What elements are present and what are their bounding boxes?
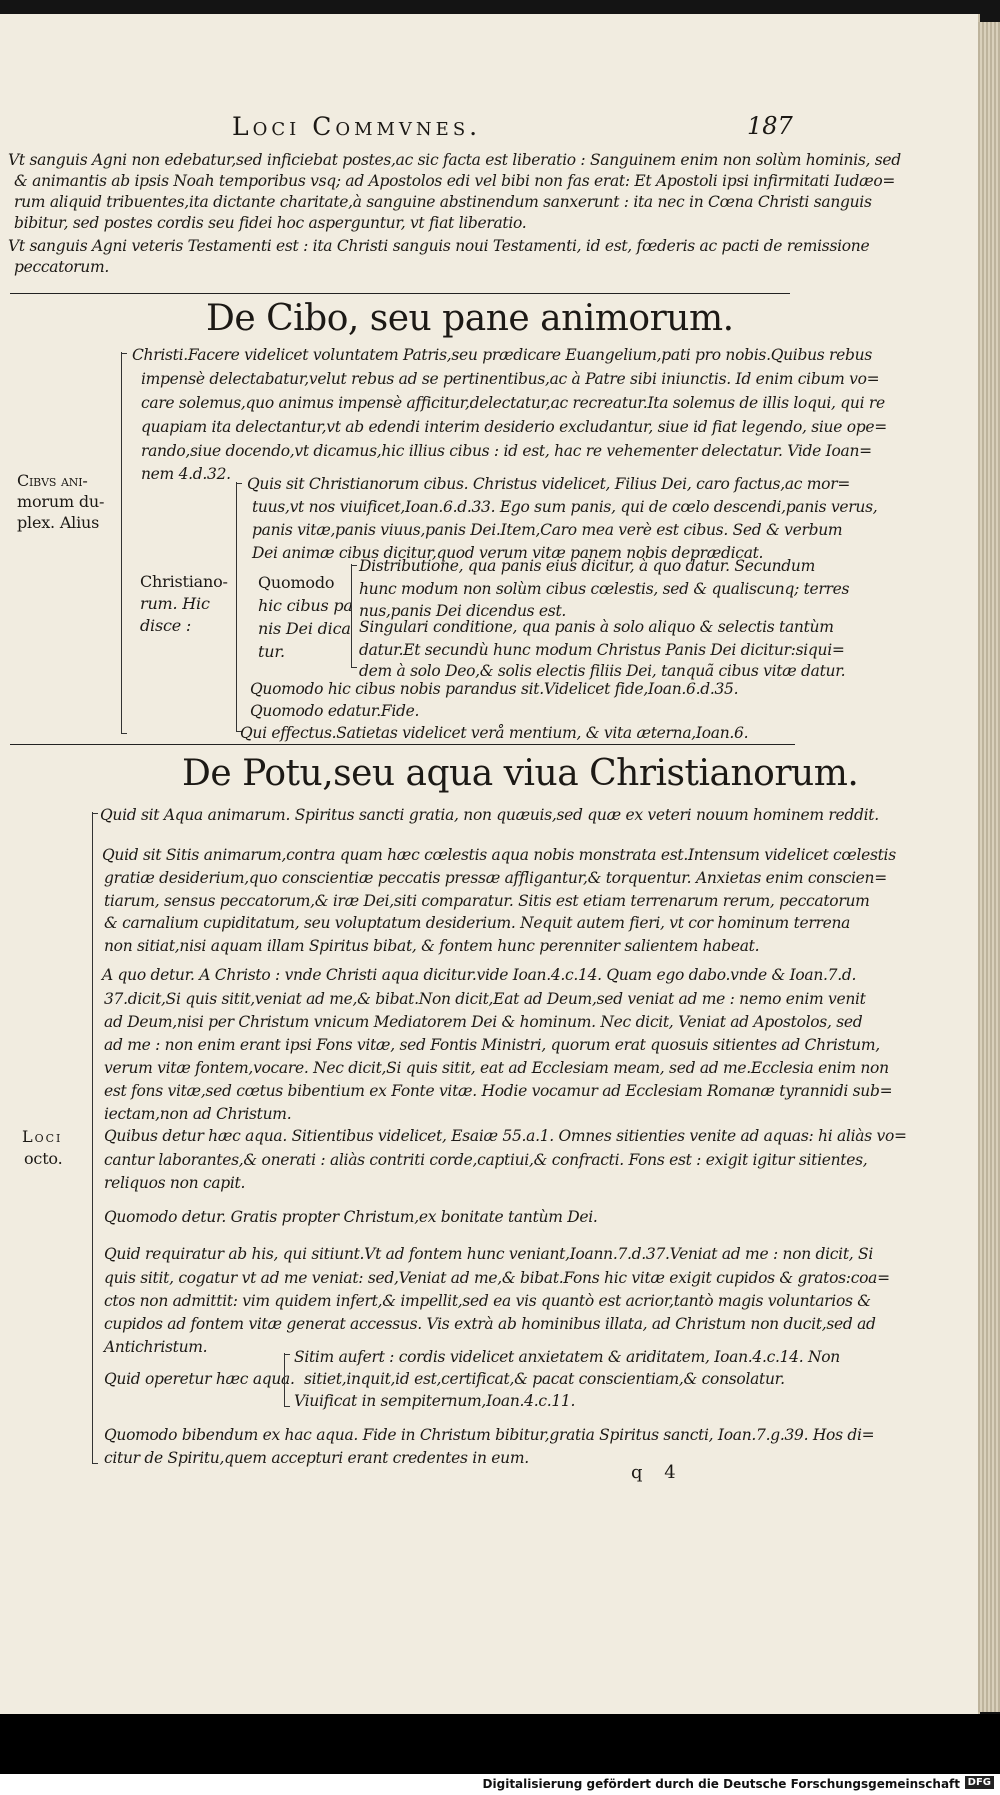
page-edges (978, 22, 1000, 1712)
text-line: datur.Et secundù hunc modum Christus Panis Dei dicitur:siqui= (359, 641, 845, 659)
credit-text: Digitalisierung gefördert durch die Deutsche Forschungsgemeinschaft (482, 1777, 960, 1791)
margin-label: disce : (140, 616, 192, 635)
text-line: ad me : non enim erant ipsi Fons vitæ, sed Fontis Ministri, quorum erat quosuis sitientes ad Christum, (104, 1036, 880, 1054)
text-line: tiarum, sensus peccatorum,& iræ Dei,siti comparatur. Sitis est etiam terrenarum rerum, peccatorum (104, 892, 870, 910)
text-line: cupidos ad fontem vitæ generat accessus. Vis extrà ab hominibus illata, ad Christum non ducit,sed ad (104, 1315, 876, 1333)
dfg-logo: DFG (965, 1776, 994, 1789)
running-head: Loci Commvnes. (232, 112, 482, 141)
text-line: panis vitæ,panis viuus,panis Dei.Item,Caro mea verè est cibus. Sed & verbum (252, 521, 843, 539)
margin-label: Loci (22, 1127, 63, 1146)
text-line: Quibus detur hæc aqua. Sitientibus videlicet, Esaiæ 55.a.1. Omnes sitienties venite ad aquas: hi aliàs vo= (104, 1127, 907, 1145)
margin-label: Cibvs ani- (17, 471, 88, 490)
text-line: Christi.Facere videlicet voluntatem Patris,seu prædicare Euangelium,pati pro nobis.Quibus rebus (132, 346, 872, 364)
brace (92, 813, 98, 814)
text-line: Singulari conditione, qua panis à solo aliquo & selectis tantùm (359, 618, 834, 636)
text-line: verum vitæ fontem,vocare. Nec dicit,Si quis sitit, eat ad Ecclesiam meam, sed ad me.Ecclesia enim non (104, 1059, 889, 1077)
page-number: 187 (747, 112, 793, 140)
text-line: rando,siue docendo,vt dicamus,hic illius cibus : id est, hac re vehementer delectatur. Vide Ioan= (141, 442, 872, 460)
text-line: reliquos non capit. (104, 1174, 246, 1192)
text-line: iectam,non ad Christum. (104, 1105, 292, 1123)
text-line: nus,panis Dei dicendus est. (359, 602, 567, 620)
text-line: non sitiat,nisi aquam illam Spiritus bibat, & fontem hunc perenniter salientem habeat. (104, 937, 760, 955)
text-line: cantur laborantes,& onerati : aliàs contriti corde,captiui,& confracti. Fons est : exigit igitur sitientes, (104, 1151, 868, 1169)
brace (121, 352, 122, 734)
text-line: Quid sit Sitis animarum,contra quam hæc cœlestis aqua nobis monstrata est.Intensum videlicet cœlestis (102, 846, 896, 864)
brace (351, 667, 357, 668)
margin-label: nis Dei dica (258, 619, 351, 638)
text-line: 37.dicit,Si quis sitit,veniat ad me,& bibat.Non dicit,Eat ad Deum,sed veniat ad me : nemo enim venit (104, 990, 866, 1008)
brace (351, 564, 352, 668)
text-line: peccatorum. (14, 258, 109, 276)
text-line: dem à solo Deo,& solis electis filiis Dei, tanquã cibus vitæ datur. (359, 662, 846, 680)
text-line: gratiæ desiderium,quo conscientiæ peccatis pressæ affligantur,& torquentur. Anxietas enim conscien= (104, 869, 887, 887)
margin-label: Quomodo (258, 573, 335, 592)
text-line: Quomodo bibendum ex hac aqua. Fide in Christum bibitur,gratia Spiritus sancti, Ioan.7.g.39. Hos di= (104, 1426, 875, 1444)
text-line: Quis sit Christianorum cibus. Christus videlicet, Filius Dei, caro factus,ac mor= (247, 475, 851, 493)
brace (92, 1463, 98, 1464)
brace (236, 482, 237, 732)
text-line: care solemus,quo animus impensè afficitur,delectatur,ac recreatur.Ita solemus de illis loqui, qui re (141, 394, 885, 412)
brace (284, 1353, 285, 1407)
margin-label: tur. (258, 642, 285, 661)
text-line: Qui effectus.Satietas videlicet verå mentium, & vita æterna,Ioan.6. (240, 724, 749, 742)
text-line: & carnalium cupiditatum, seu voluptatum desiderium. Nequit autem fieri, vt cor hominum terrena (104, 914, 851, 932)
text-line: Quomodo hic cibus nobis parandus sit.Videlicet fide,Ioan.6.d.35. (250, 680, 739, 698)
text-line: Quid operetur hæc aqua. (104, 1370, 295, 1388)
text-line: Quid sit Aqua animarum. Spiritus sancti gratia, non quæuis,sed quæ ex veteri nouum hominem reddit. (100, 806, 879, 824)
text-line: impensè delectabatur,velut rebus ad se pertinentibus,ac à Patre sibi iniunctis. Id enim cibum vo= (141, 370, 880, 388)
credit-bar (0, 1774, 1000, 1795)
text-line: Vt sanguis Agni veteris Testamenti est : ita Christi sanguis noui Testamenti, id est, fœderis ac pacti de remissione (8, 237, 870, 255)
text-line: Quid requiratur ab his, qui sitiunt.Vt ad fontem hunc veniant,Ioann.7.d.37.Veniat ad me : non dicit, Si (104, 1245, 874, 1263)
brace (351, 565, 357, 566)
margin-label: plex. Alius (17, 513, 100, 532)
brace (92, 812, 93, 1464)
text-line: quis sitit, cogatur vt ad me veniat: sed,Veniat ad me,& bibat.Fons hic vitæ exigit cupidos & gratos:coa= (104, 1269, 890, 1287)
text-line: rum aliquid tribuentes,ita dictante charitate,à sanguine abstinendum sanxerunt : ita nec in Cœna Christi sanguis (14, 193, 872, 211)
text-line: nem 4.d.32. (141, 465, 231, 483)
section-title: De Potu,seu aqua viua Christianorum. (182, 753, 859, 794)
divider-rule (10, 293, 790, 294)
text-line: ad Deum,nisi per Christum vnicum Mediatorem Dei & hominum. Nec dicit, Veniat ad Apostolos, sed (104, 1013, 863, 1031)
text-line: Distributione, qua panis eius dicitur, à quo datur. Secundum (359, 557, 816, 575)
text-line: Viuificat in sempiternum,Ioan.4.c.11. (294, 1392, 576, 1410)
brace (284, 1354, 290, 1355)
brace (121, 353, 127, 354)
signature-mark: q 4 (631, 1462, 684, 1483)
text-line: citur de Spiritu,quem accepturi erant credentes in eum. (104, 1449, 529, 1467)
text-line: Vt sanguis Agni non edebatur,sed inficiebat postes,ac sic facta est liberatio : Sanguinem enim non solùm hominis, sed (8, 151, 901, 169)
text-line: Quomodo detur. Gratis propter Christum,ex bonitate tantùm Dei. (104, 1208, 598, 1226)
text-line: est fons vitæ,sed cœtus bibentium ex Fonte vitæ. Hodie vocamur ad Ecclesiam Romanæ tyrannidi sub= (104, 1082, 893, 1100)
section-title: De Cibo, seu pane animorum. (206, 298, 734, 339)
scan-background (0, 1714, 1000, 1774)
margin-label: Christiano- (140, 572, 228, 591)
text-line: A quo detur. A Christo : vnde Christi aqua dicitur.vide Ioan.4.c.14. Quam ego dabo.vnde & Ioan.7.d. (102, 966, 857, 984)
text-line: Antichristum. (104, 1338, 208, 1356)
brace (236, 483, 242, 484)
text-line: sitiet,inquit,id est,certificat,& pacat conscientiam,& consolatur. (304, 1370, 785, 1388)
margin-label: octo. (24, 1149, 63, 1168)
text-line: Quomodo edatur.Fide. (250, 702, 420, 720)
brace (121, 733, 127, 734)
margin-label: hic cibus pa (258, 596, 353, 615)
divider-rule (10, 744, 795, 745)
text-line: tuus,vt nos viuificet,Ioan.6.d.33. Ego sum panis, qui de cœlo descendi,panis verus, (252, 498, 878, 516)
text-line: bibitur, sed postes cordis seu fidei hoc asperguntur, vt fiat liberatio. (14, 214, 527, 232)
text-line: Dei animæ cibus dicitur,quod verum vitæ panem nobis deprædicat. (252, 544, 764, 562)
text-line: hunc modum non solùm cibus cœlestis, sed & qualiscunq; terres (359, 580, 850, 598)
text-line: quapiam ita delectantur,vt ab edendi interim desiderio excludantur, siue id fiat legendo, siue ope= (141, 418, 887, 436)
text-line: & animantis ab ipsis Noah temporibus vsq; ad Apostolos edi vel bibi non fas erat: Et Apostoli ipsi infirmitati Iudæo= (14, 172, 896, 190)
brace (284, 1406, 290, 1407)
text-line: ctos non admittit: vim quidem infert,& impellit,sed ea vis quantò est acrior,tantò magis voluntarios & (104, 1292, 871, 1310)
margin-label: rum. Hic (140, 594, 210, 613)
text-line: Sitim aufert : cordis videlicet anxietatem & ariditatem, Ioan.4.c.14. Non (294, 1348, 840, 1366)
margin-label: morum du- (17, 492, 105, 511)
